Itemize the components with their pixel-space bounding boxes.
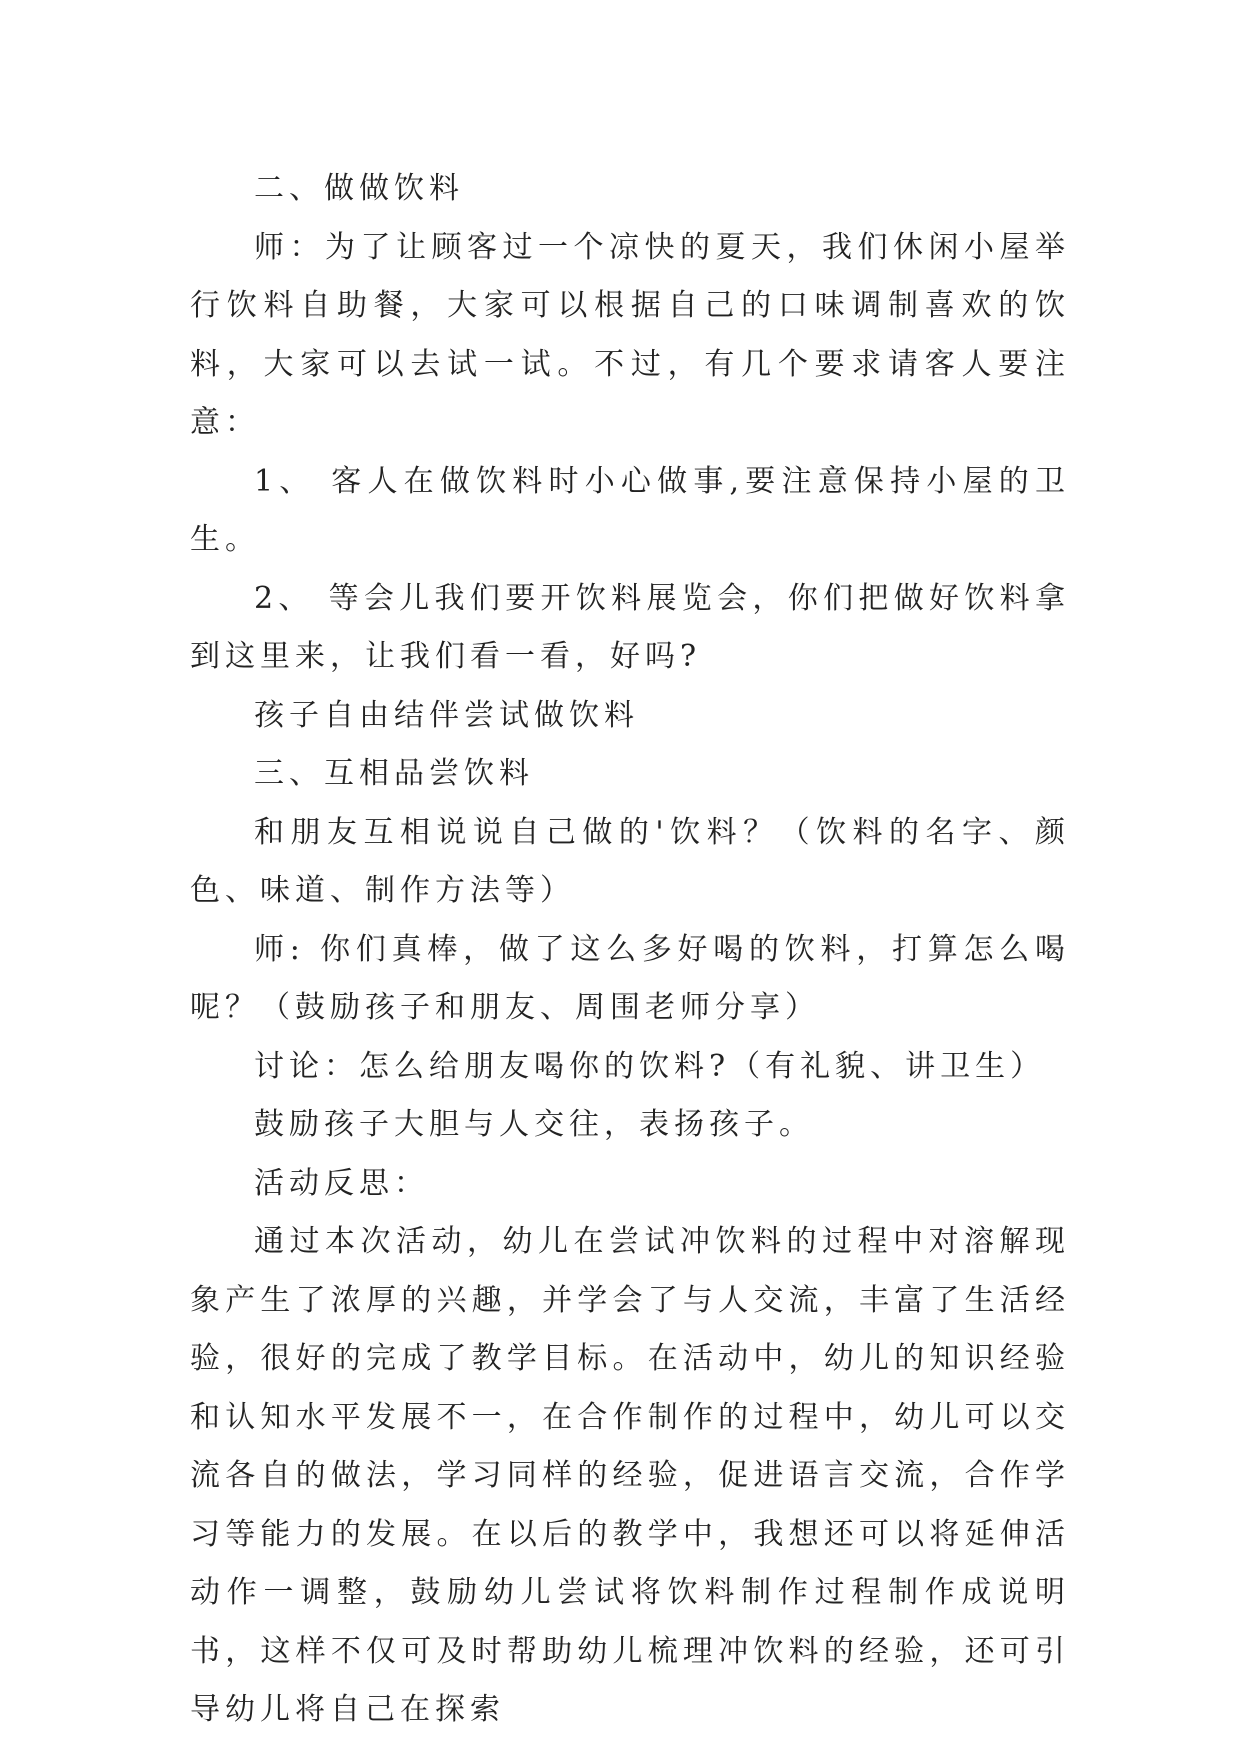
- activity-paragraph: 孩子自由结伴尝试做饮料: [254, 697, 639, 733]
- document-body: [190, 160, 1070, 1740]
- reflection-heading: 活动反思：: [254, 1165, 429, 1201]
- reflection-paragraph: 通过本次活动，幼儿在尝试冲饮料的过程中对溶解现象产生了浓厚的兴趣，并学会了与人交流，丰富了生活经验，很好的完成了教学目标。在活动中，幼儿的知识经验和认知水平发展不一，在合作制作的过程中，幼儿可以交流各自的做法，学习同样的经验，促进语言交流，合作学习等能力的发展。在以后的教学中，我想还可以将延伸活动作一调整，鼓励幼儿尝试将饮料制作过程制作成说明书，这样不仅可及时帮助幼儿梳理冲饮料的经验，还可引导幼儿将自己在探索: [190, 1224, 1070, 1727]
- section-heading-make-drinks: 二、做做饮料: [254, 171, 464, 206]
- teacher-praise-paragraph: 师: 你们真棒，做了这么多好喝的饮料，打算怎么喝呢？（鼓励孩子和朋友、周围老师分享）: [190, 931, 1070, 1025]
- requirement-item-1: 1、 客人在做饮料时小心做事,要注意保持小屋的卫生。: [190, 463, 1070, 557]
- requirement-item-2: 2、 等会儿我们要开饮料展览会，你们把做好饮料拿到这里来，让我们看一看，好吗?: [190, 580, 1070, 674]
- encouragement-paragraph: 鼓励孩子大胆与人交往，表扬孩子。: [254, 1107, 814, 1142]
- teacher-intro-paragraph: 师：为了让顾客过一个凉快的夏天，我们休闲小屋举行饮料自助餐，大家可以根据自己的口味调制喜欢的饮料，大家可以去试一试。不过，有几个要求请客人要注意：: [190, 229, 1070, 440]
- share-with-friends-paragraph: 和朋友互相说说自己做的'饮料？（饮料的名字、颜色、味道、制作方法等）: [190, 814, 1070, 908]
- section-heading-taste-drinks: 三、互相品尝饮料: [254, 756, 534, 791]
- discussion-paragraph: 讨论：怎么给朋友喝你的饮料?（有礼貌、讲卫生）: [254, 1048, 1046, 1084]
